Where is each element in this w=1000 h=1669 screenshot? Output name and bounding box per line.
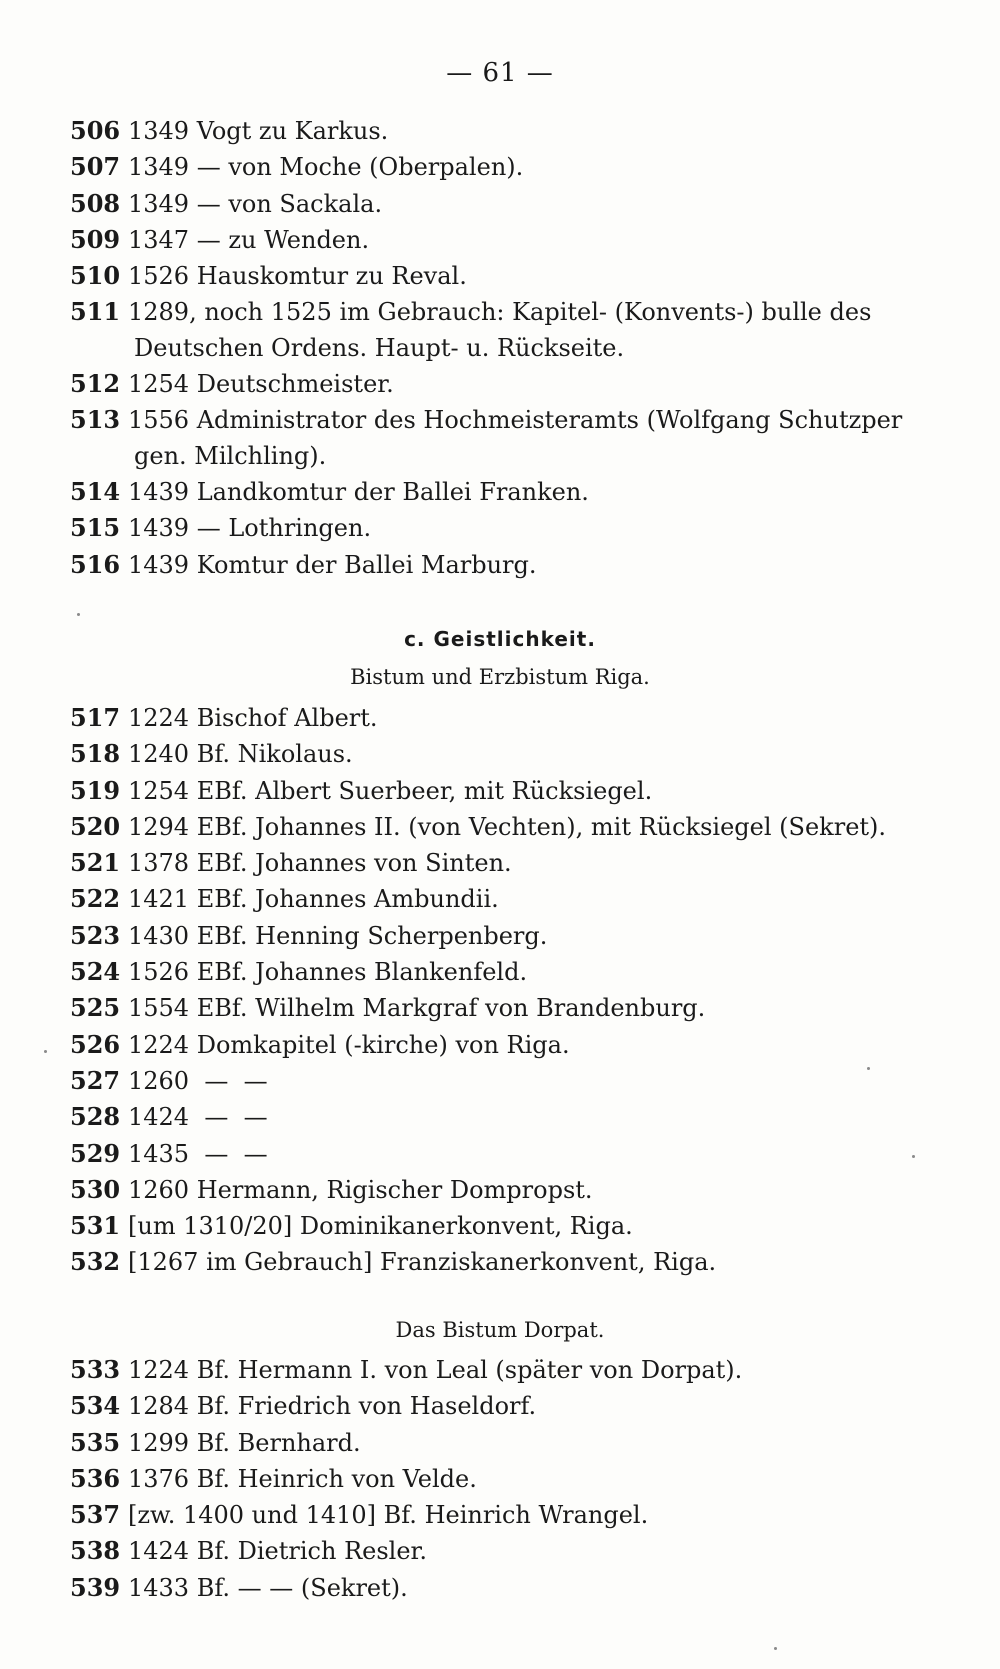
entry-number: 520 [70,811,121,841]
entry-number: 517 [70,703,121,732]
entry-516 [70,547,950,583]
entry-text: 1421 EBf. Johannes Ambundii. [128,885,499,914]
entry-text: 1439 Landkomtur der Ballei Franken. [128,477,589,506]
entry-number: 507 [70,152,121,182]
entry-number: 514 [70,476,121,506]
entry-text: [um 1310/20] Dominikanerkonvent, Riga. [128,1212,633,1241]
entry-number: 513 [70,405,121,435]
entry-513 [70,402,950,474]
entry-text: 1424 Bf. Dietrich Resler. [128,1537,428,1566]
entry-number: 523 [70,920,121,950]
entry-text: 1224 Domkapitel (-kirche) von Riga. [128,1030,570,1059]
entry-text: 1526 Hauskomtur zu Reval. [128,262,467,291]
entries-order-block [70,113,950,583]
entry-538 [70,1533,950,1569]
entry-text: 1349 — von Sackala. [128,189,383,218]
entry-number: 506 [70,116,121,145]
entry-number: 532 [70,1247,121,1277]
entry-539 [70,1570,950,1606]
entry-number: 526 [70,1029,121,1059]
entry-number: 516 [70,549,121,579]
entry-534 [70,1388,950,1424]
entries-riga-block [70,700,950,1281]
entry-text: [zw. 1400 und 1410] Bf. Heinrich Wrangel. [128,1501,649,1530]
entry-519 [70,773,950,809]
entry-512 [70,366,950,402]
entry-523 [70,918,950,954]
entry-number: 530 [70,1174,121,1204]
entry-text: 1240 Bf. Nikolaus. [128,740,353,769]
entry-text: 1378 EBf. Johannes von Sinten. [128,849,512,878]
entry-text: 1289, noch 1525 im Gebrauch: Kapitel- (Konvents-) bulle des Deutschen Ordens. Haupt- u. Rückseite. [128,298,872,362]
entry-text: 1347 — zu Wenden. [128,225,370,254]
entries-dorpat-block [70,1352,950,1606]
entry-508 [70,186,950,222]
scan-speck [44,1050,47,1053]
entry-number: 533 [70,1355,121,1384]
entry-text: 1424 — — [128,1103,268,1132]
entry-text: 1349 Vogt zu Karkus. [128,117,389,145]
entry-text: 1376 Bf. Heinrich von Velde. [128,1464,477,1493]
entry-number: 515 [70,513,121,543]
entry-number: 537 [70,1500,121,1530]
entry-number: 535 [70,1427,121,1457]
entry-517 [70,700,950,736]
scan-speck [912,1155,915,1158]
page-number: — 61 — [446,58,554,88]
entry-number: 511 [70,297,121,327]
entry-520 [70,809,950,845]
entry-text: 1224 Bf. Hermann I. von Leal (später von Dorpat). [128,1356,743,1384]
entry-521 [70,845,950,881]
entry-text: 1430 EBf. Henning Scherpenberg. [128,921,548,950]
scan-speck [77,613,80,616]
riga-heading: Bistum und Erzbistum Riga. [350,665,650,689]
entry-533 [70,1352,950,1388]
entry-number: 510 [70,261,121,291]
entry-536 [70,1461,950,1497]
entry-text: 1526 EBf. Johannes Blankenfeld. [128,958,528,987]
entry-text: 1554 EBf. Wilhelm Markgraf von Brandenburg. [128,994,706,1023]
entry-number: 534 [70,1391,121,1421]
entry-text: 1439 Komtur der Ballei Marburg. [128,550,537,579]
entry-527 [70,1063,950,1099]
entry-text: 1254 EBf. Albert Suerbeer, mit Rücksiegel. [128,776,653,805]
scan-speck [867,1067,870,1070]
entry-number: 521 [70,848,121,878]
entry-509 [70,222,950,258]
entry-text: 1224 Bischof Albert. [128,704,378,732]
entry-524 [70,954,950,990]
entry-514 [70,474,950,510]
entry-text: 1284 Bf. Friedrich von Haseldorf. [128,1392,537,1421]
entry-535 [70,1425,950,1461]
entry-number: 525 [70,993,121,1023]
entry-text: 1260 Hermann, Rigischer Dompropst. [128,1175,593,1204]
entry-528 [70,1099,950,1135]
entry-text: [1267 im Gebrauch] Franziskanerkonvent, Riga. [128,1248,717,1277]
entry-number: 509 [70,224,121,254]
entry-531 [70,1208,950,1244]
entry-506 [70,113,950,149]
entry-number: 539 [70,1572,121,1602]
entry-text: 1435 — — [128,1139,268,1168]
entry-532 [70,1244,950,1280]
entry-number: 531 [70,1211,121,1241]
entry-number: 519 [70,775,121,805]
entry-518 [70,736,950,772]
entry-number: 528 [70,1102,121,1132]
entry-526 [70,1027,950,1063]
entry-number: 527 [70,1065,121,1095]
entry-525 [70,990,950,1026]
entry-529 [70,1136,950,1172]
entry-number: 522 [70,884,121,914]
entry-number: 508 [70,188,121,218]
entry-text: 1349 — von Moche (Oberpalen). [128,153,524,182]
entry-510 [70,258,950,294]
entry-text: 1299 Bf. Bernhard. [128,1428,361,1457]
entry-511 [70,294,950,366]
entry-text: 1254 Deutschmeister. [128,370,394,399]
entry-text: 1433 Bf. — — (Sekret). [128,1573,408,1602]
entry-number: 529 [70,1138,121,1168]
entry-number: 538 [70,1536,121,1566]
entry-text: 1260 — — [128,1066,268,1095]
entry-number: 524 [70,957,121,987]
entry-number: 518 [70,739,121,769]
entry-537 [70,1497,950,1533]
entry-text: 1294 EBf. Johannes II. (von Vechten), mit Rücksiegel (Sekret). [128,812,887,841]
entry-515 [70,510,950,546]
entry-text: 1556 Administrator des Hochmeisteramts (Wolfgang Schutzper gen. Milchling). [128,406,903,470]
entry-number: 536 [70,1463,121,1493]
entry-530 [70,1172,950,1208]
entry-number: 512 [70,369,121,399]
entry-text: 1439 — Lothringen. [128,514,372,543]
section-heading: c. Geistlichkeit. [404,627,596,651]
entry-507 [70,149,950,185]
scan-speck [774,1647,777,1650]
entry-522 [70,881,950,917]
dorpat-heading: Das Bistum Dorpat. [395,1318,605,1342]
